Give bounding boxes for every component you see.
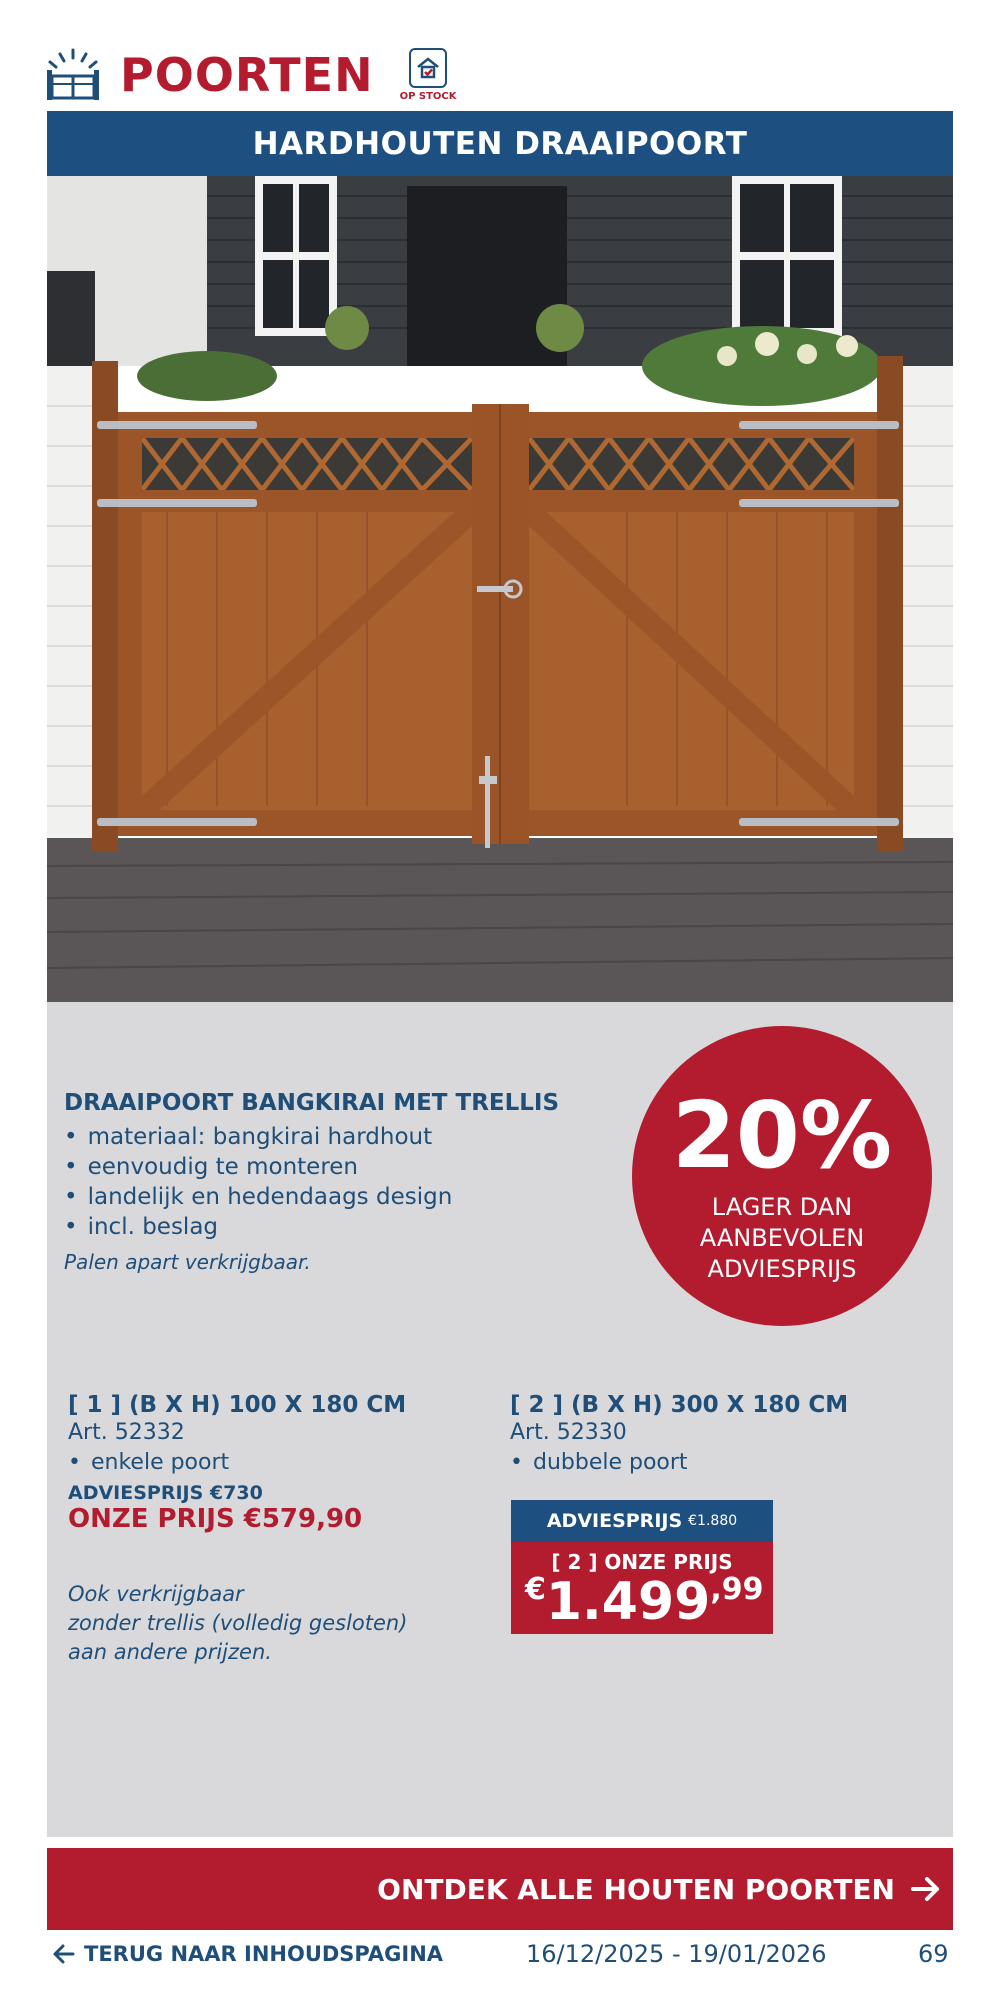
warehouse-icon — [409, 48, 447, 88]
variant-heading: [ 1 ] (B X H) 100 X 180 CM — [68, 1392, 407, 1418]
also-line: zonder trellis (volledig gesloten) — [68, 1611, 408, 1635]
article-number: Art. 52332 — [68, 1420, 185, 1445]
discount-line: ADVIESPRIJS — [707, 1255, 857, 1283]
cta-label: ONTDEK ALLE HOUTEN POORTEN — [377, 1872, 895, 1906]
variant-feature: • enkele poort — [68, 1448, 406, 1478]
discount-text — [632, 1192, 932, 1285]
advice-price-label: ADVIESPRIJS — [546, 1510, 683, 1532]
product-category-title: HARDHOUTEN DRAAIPOORT — [252, 125, 748, 162]
also-line: Ook verkrijgbaar — [68, 1582, 244, 1606]
op-stock-label: OP STOCK — [399, 91, 457, 102]
advice-price-bar — [511, 1500, 773, 1542]
back-to-contents-link[interactable] — [52, 1942, 443, 1966]
back-link-label: TERUG NAAR INHOUDSPAGINA — [84, 1942, 444, 1966]
our-price-value — [525, 1572, 764, 1632]
article-number: Art. 52330 — [510, 1420, 627, 1445]
validity-dates: 16/12/2025 - 19/01/2026 — [526, 1940, 827, 1968]
page-number: 69 — [918, 1940, 949, 1968]
price-currency: € — [525, 1572, 546, 1607]
feature-item: • landelijk en hedendaags design — [64, 1182, 452, 1212]
product-title: DRAAIPOORT BANGKIRAI MET TRELLIS — [64, 1090, 560, 1116]
our-price-block — [511, 1542, 773, 1634]
page-header — [44, 40, 457, 110]
posts-note: Palen apart verkrijgbaar. — [64, 1250, 311, 1274]
advice-price-value: €1.880 — [688, 1513, 738, 1529]
arrow-left-icon — [52, 1942, 76, 1966]
also-available-note — [68, 1580, 407, 1667]
variant-heading: [ 2 ] (B X H) 300 X 180 CM — [510, 1392, 849, 1418]
product-photo — [47, 176, 953, 1002]
price-decimals: ,99 — [710, 1572, 764, 1607]
discount-percent: 20% — [671, 1082, 893, 1189]
arrow-right-icon — [909, 1872, 943, 1906]
price-box — [511, 1500, 773, 1634]
all-gates-link[interactable] — [47, 1848, 953, 1930]
discount-line: LAGER DAN — [711, 1193, 853, 1221]
discount-line: AANBEVOLEN — [699, 1224, 865, 1252]
our-price-label: [ 2 ] ONZE PRIJS — [551, 1550, 733, 1574]
also-line: aan andere prijzen. — [68, 1640, 272, 1664]
feature-item: • materiaal: bangkirai hardhout — [64, 1122, 452, 1152]
discount-badge — [632, 1026, 932, 1326]
gate-icon — [44, 46, 102, 104]
feature-item: • incl. beslag — [64, 1212, 452, 1242]
variant-1 — [68, 1392, 406, 1534]
section-title: POORTEN — [120, 48, 374, 102]
feature-list — [64, 1122, 452, 1242]
advice-price: ADVIESPRIJS €730 — [68, 1482, 263, 1504]
variant-feature: • dubbele poort — [510, 1448, 848, 1478]
price-main: 1.499 — [545, 1572, 711, 1632]
variant-2 — [510, 1392, 848, 1478]
feature-item: • eenvoudig te monteren — [64, 1152, 452, 1182]
product-category-bar — [47, 111, 953, 176]
our-price: ONZE PRIJS €579,90 — [68, 1504, 363, 1534]
op-stock-badge — [400, 48, 457, 102]
